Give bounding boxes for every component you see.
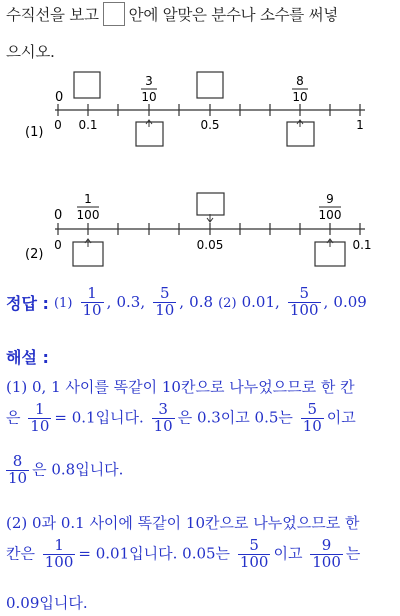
answer-a4: 0.8 [189,292,214,311]
question-line-2: 으시오. [6,43,55,61]
explanation-line-4: (2) 0과 0.1 사이에 똑같이 10칸으로 나누었으므로 한 [6,514,360,532]
answer-b3: 0.09 [333,292,367,311]
answer-b2: $\frac{5}{100}$ [289,284,319,319]
explanation-frac-3: $\frac{5}{10}$ [302,400,322,435]
explanation-frac-7: $\frac{9}{100}$ [312,536,341,571]
nl2-tick-005: 0.05 [196,238,224,252]
answer-a3: $\frac{5}{10}$ [155,284,175,319]
nl1-tick-1: 1 [356,118,364,132]
nl1-tick-01: 0.1 [78,118,98,132]
explanation-label: 해설 : [6,348,49,367]
nl1-label: (1) [25,125,44,140]
answer-p2: (2) [218,295,237,311]
explanation-line-1: (1) 0, 1 사이를 똑같이 10칸으로 나누었으므로 한 칸 [6,378,355,396]
nl2-frac2-num: 9 [326,192,334,206]
answer-b1: 0.01, [241,292,280,311]
question-line-1 [6,2,338,26]
nl2-tick-0: 0 [54,238,62,252]
explanation-line-3: $\frac{8}{10}$ 은 0.8입니다. [8,452,124,487]
nl1-top-zero: 0 [55,90,64,105]
answer-label: 정답 : [6,293,49,313]
answer-box-icon [103,2,125,26]
nl1-tick-05: 0.5 [200,118,220,132]
explanation-frac-5: $\frac{1}{100}$ [44,536,74,571]
explanation-frac-1: $\frac{1}{10}$ [30,400,50,435]
explanation-line-2: 은 $\frac{1}{10}$ = 0.1입니다. $\frac{3}{10}$ 은 0.3이고 0.5는 $\frac{5}{10}$ 이고 [6,400,356,435]
explanation-frac-4: $\frac{8}{10}$ [8,452,28,487]
question-text-2: 안에 알맞은 분수나 소수를 써넣 [128,6,338,24]
nl2-frac2-den: 100 [318,208,342,222]
answer-a2: 0.3, [116,292,146,311]
nl2-frac1-num: 1 [84,192,92,206]
answer-p1: (1) [53,295,73,311]
number-line-2 [0,190,400,270]
nl1-blank-top-2[interactable] [197,72,223,98]
nl1-tick-0: 0 [54,118,62,132]
explanation-line-6: 0.09입니다. [6,594,88,612]
answer-a1: $\frac{1}{10}$ [82,284,102,319]
nl1-frac1-num: 3 [145,74,153,88]
explanation-line-5: 칸은 $\frac{1}{100}$ = 0.01입니다. 0.05는 $\frac{5}{100}$ 이고 $\frac{9}{100}$ 는 [6,536,361,571]
explanation-frac-6: $\frac{5}{100}$ [239,536,269,571]
nl1-blank-top-1[interactable] [74,72,100,98]
nl2-top-zero: 0 [54,208,63,223]
nl2-tick-01: 0.1 [352,238,372,252]
explanation-frac-2: $\frac{3}{10}$ [153,400,173,435]
answer-block: 정답 : (1) $\frac{1}{10}$ , 0.3, $\frac{5}{10}$ , 0.8 (2) 0.01, $\frac{5}{100}$ , 0.09 [6,284,367,319]
nl1-frac2-den: 10 [292,90,308,104]
question-text-1: 수직선을 보고 [6,6,99,24]
nl1-frac1-den: 10 [141,90,157,104]
number-line-1 [0,60,400,160]
nl2-frac1-den: 100 [76,208,100,222]
nl1-frac2-num: 8 [296,74,304,88]
nl2-label: (2) [25,247,44,262]
nl2-blank-top[interactable] [197,193,224,215]
